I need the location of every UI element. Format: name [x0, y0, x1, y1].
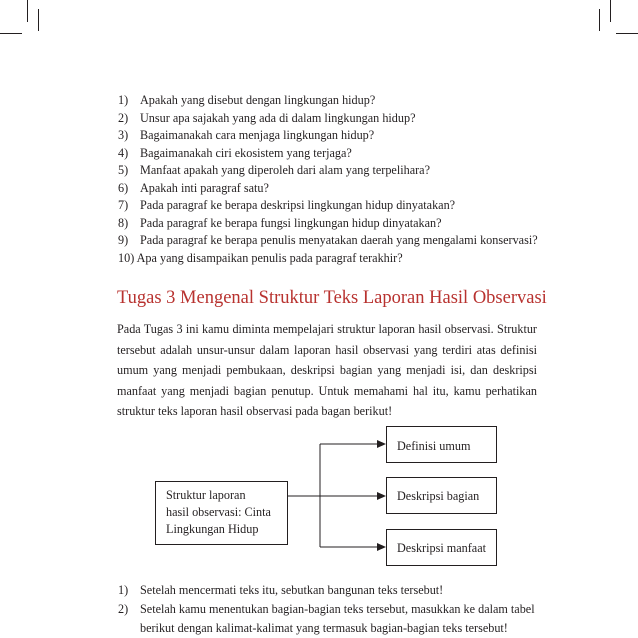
diagram-branch-box: Definisi umum [386, 426, 497, 463]
arrowhead [377, 440, 386, 448]
list-item: 6) Apakah inti paragraf satu? [118, 180, 269, 195]
arrowhead [377, 543, 386, 551]
arrowhead [377, 492, 386, 500]
intro-paragraph: Pada Tugas 3 ini kamu diminta mempelajari struktur laporan hasil observasi. Struktur tersebut adalah unsur-unsur dalam laporan hasil observasi yang terdiri atas definisi umum yang menjadi pembukaan, deskripsi bagian yang menjadi isi, dan deskripsi manfaat yang menjadi bagian penutup. Untuk memahami hal itu, kamu perhatikan struktur teks laporan hasil observasi pada bagan berikut! [117, 322, 537, 418]
list-item: 3) Bagaimanakah cara menjaga lingkungan hidup? [118, 128, 375, 142]
section-title: Tugas 3 Mengenal Struktur Teks Laporan Hasil Observasi [117, 288, 547, 308]
list-item: 7) Pada paragraf ke berapa deskripsi lingkungan hidup dinyatakan? [118, 198, 456, 212]
list-item: 9) Pada paragraf ke berapa penulis menyatakan daerah yang mengalami konservasi? [118, 233, 538, 247]
list-item: 4) Bagaimanakah ciri ekosistem yang terjaga? [118, 145, 352, 160]
diagram-branch-box: Deskripsi bagian [386, 477, 497, 514]
list-item: 8) Pada paragraf ke berapa fungsi lingkungan hidup dinyatakan? [118, 215, 442, 230]
list-item: 1) Setelah mencermati teks itu, sebutkan bangunan teks tersebut! [118, 583, 444, 597]
diagram-root-box: Struktur laporan hasil observasi: Cinta Lingkungan Hidup [155, 481, 288, 545]
diagram-branch-box: Deskripsi manfaat [386, 529, 497, 566]
list-item: 2) Setelah kamu menentukan bagian-bagian teks tersebut, masukkan ke dalam tabel berikut dengan kalimat-kalimat yang termasuk bagian-bagian teks tersebut! [118, 602, 535, 635]
list-item: 5) Manfaat apakah yang diperoleh dari alam yang terpelihara? [118, 163, 430, 177]
list-item: 2) Unsur apa sajakah yang ada di dalam lingkungan hidup? [118, 110, 416, 125]
list-item: 1) Apakah yang disebut dengan lingkungan hidup? [118, 93, 376, 107]
task-list [118, 581, 535, 638]
list-item: 10) Apa yang disampaikan penulis pada paragraf terakhir? [118, 250, 403, 265]
